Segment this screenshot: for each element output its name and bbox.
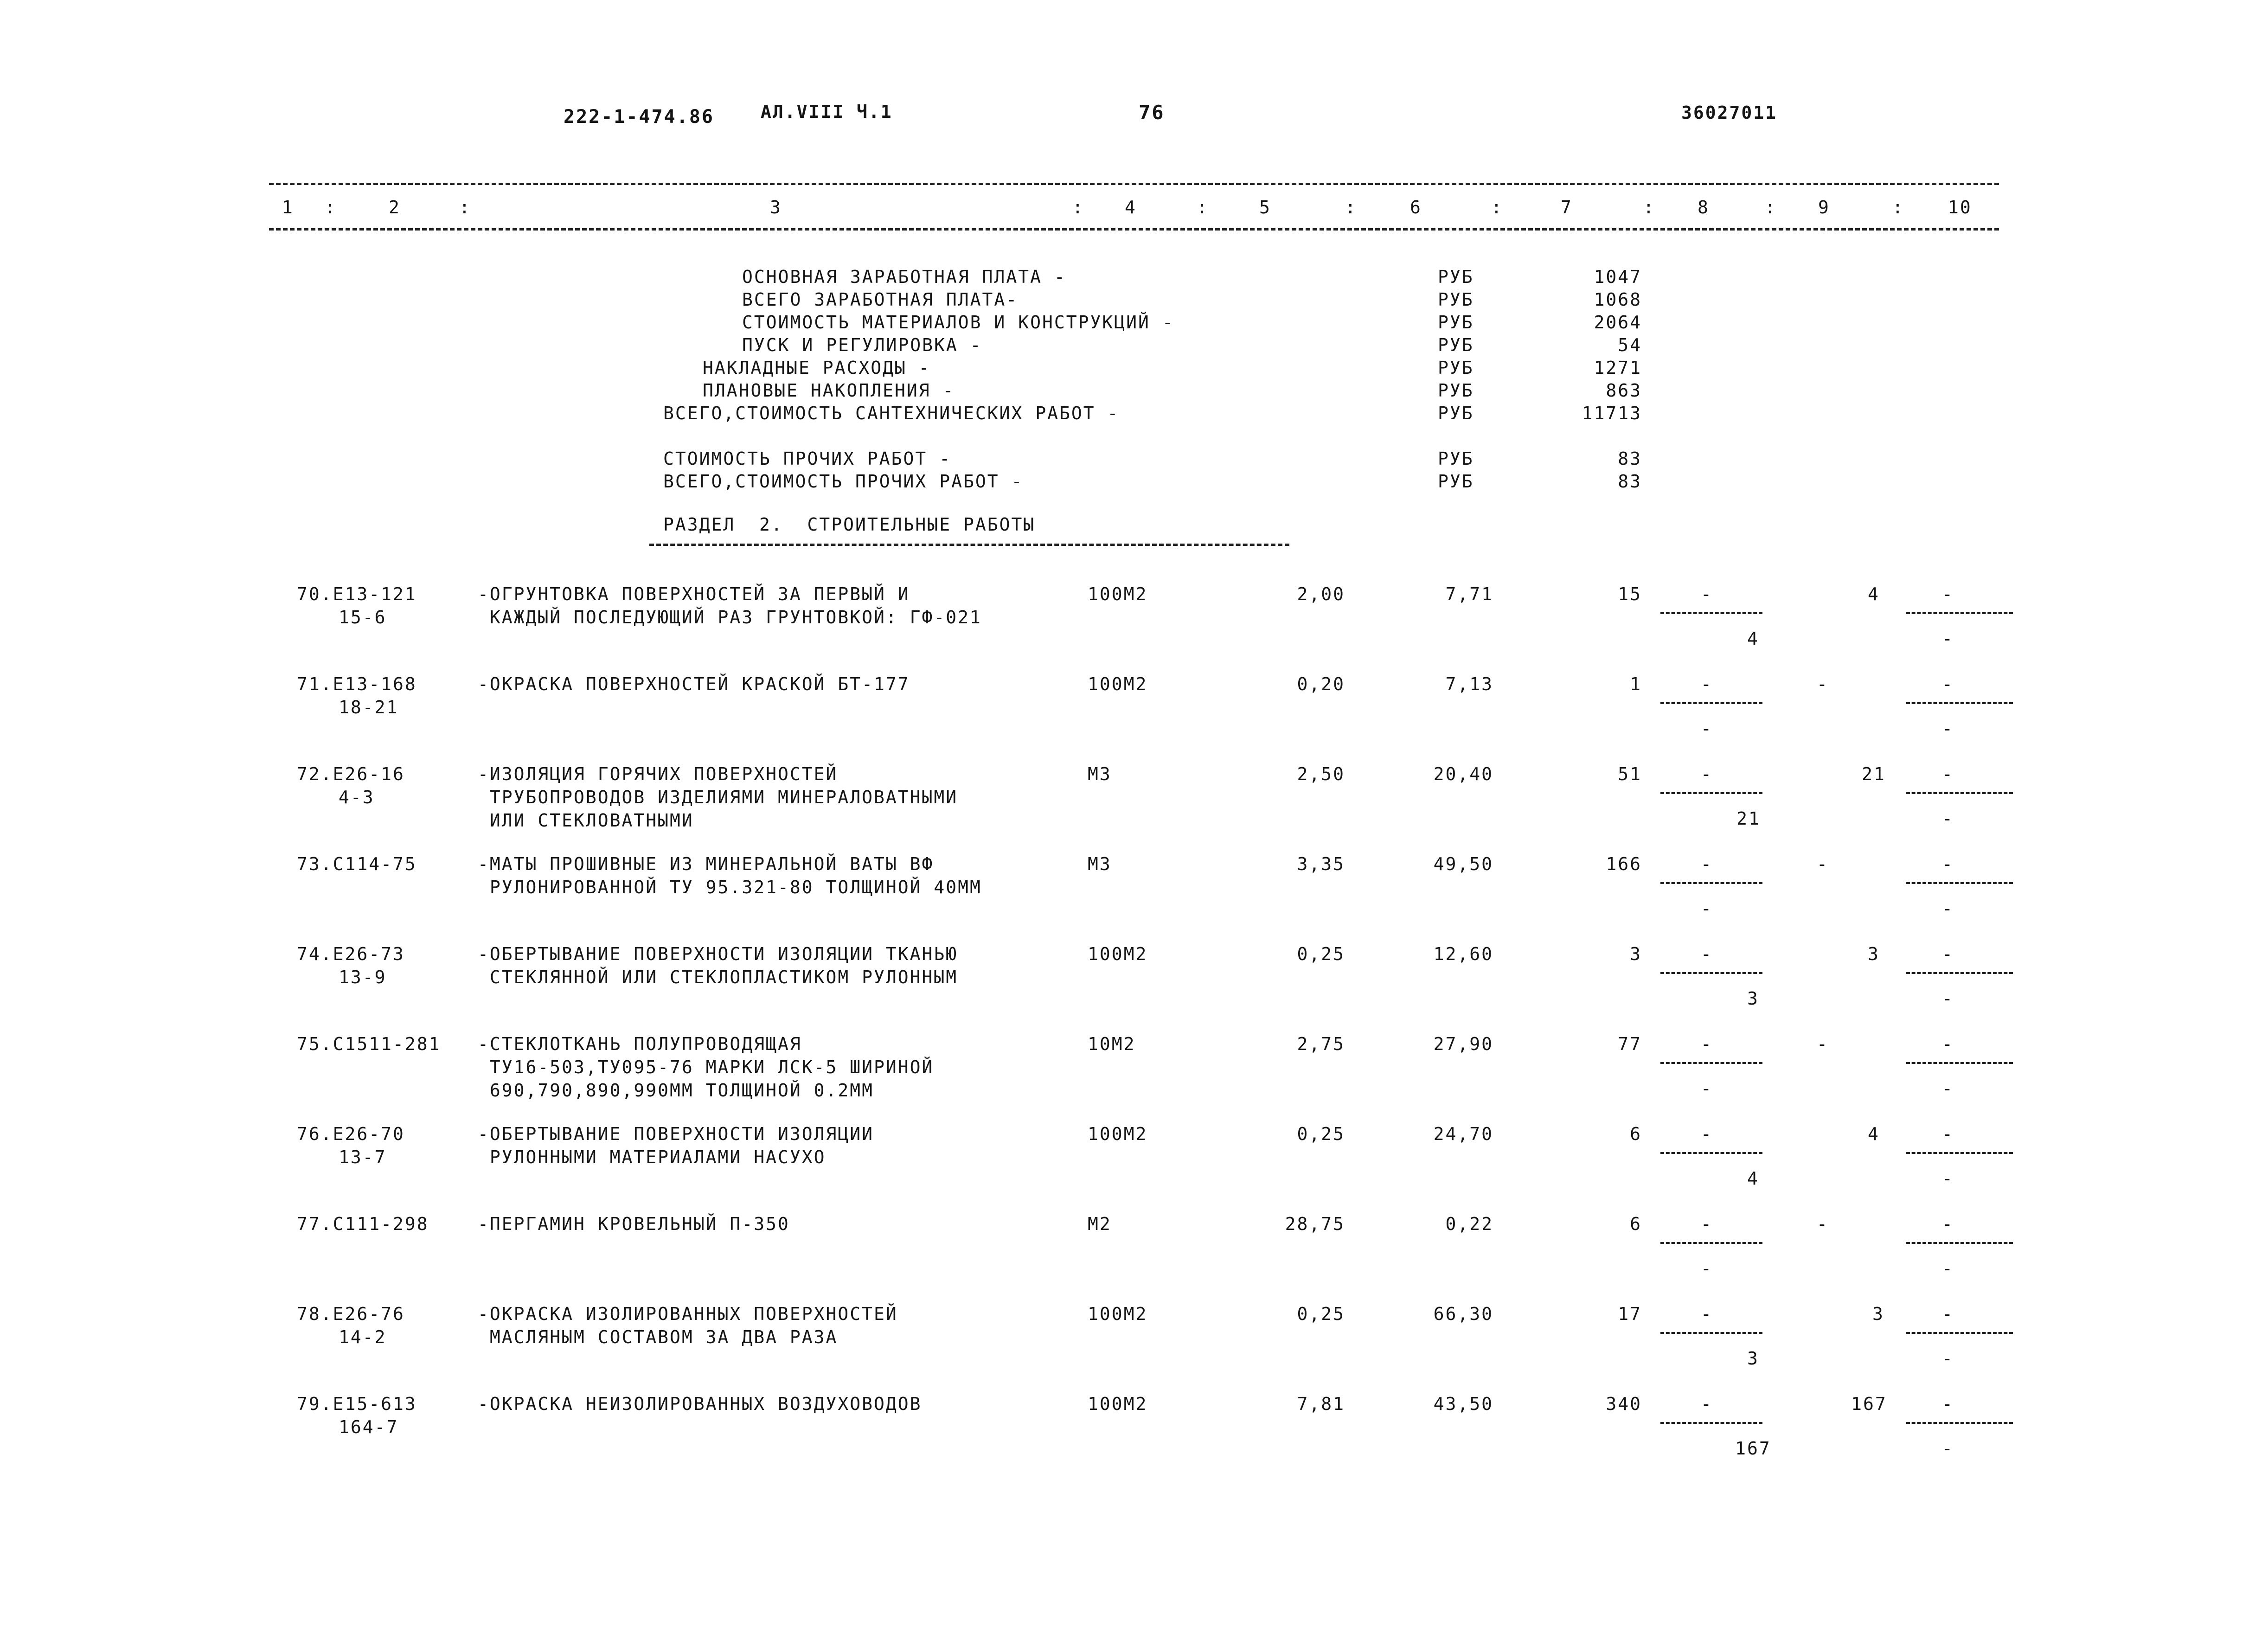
col10-top-value: - [1942, 1214, 1954, 1234]
item-code: 76.Е26-70 [297, 1124, 405, 1144]
item-description-line: 690,790,890,990ММ ТОЛЩИНОЙ 0.2ММ [478, 1080, 874, 1101]
col10-fraction-line [1906, 1152, 2013, 1154]
item-unit: 100М2 [1088, 944, 1148, 964]
summary-unit: РУБ [1438, 312, 1474, 333]
col9-value: - [1817, 854, 1829, 874]
item-unit: М3 [1088, 854, 1112, 874]
col9-value: 3 [1868, 944, 1880, 964]
col10-bottom-value: - [1942, 1348, 1954, 1369]
col8-bottom-value: - [1701, 898, 1713, 919]
summary-label: СТОИМОСТЬ ПРОЧИХ РАБОТ - [663, 448, 952, 469]
item-price: 24,70 [1433, 1124, 1493, 1144]
item-code: 75.С1511-281 [297, 1034, 441, 1054]
col10-fraction-line [1906, 882, 2013, 884]
col10-fraction-line [1906, 792, 2013, 794]
item-code: 73.С114-75 [297, 854, 417, 874]
item-description-line: -ОБЕРТЫВАНИЕ ПОВЕРХНОСТИ ИЗОЛЯЦИИ ТКАНЬЮ [478, 944, 958, 964]
summary-label: ПЛАНОВЫЕ НАКОПЛЕНИЯ - [703, 380, 955, 401]
item-quantity: 0,25 [1297, 1304, 1345, 1324]
col-sep: : [1197, 197, 1209, 218]
summary-value: 1271 [1594, 358, 1642, 378]
col8-top-value: - [1701, 854, 1713, 874]
item-description-line: -МАТЫ ПРОШИВНЫЕ ИЗ МИНЕРАЛЬНОЙ ВАТЫ ВФ [478, 854, 934, 874]
col-6-label: 6 [1410, 197, 1422, 218]
col10-top-value: - [1942, 944, 1954, 964]
item-description-line: ИЛИ СТЕКЛОВАТНЫМИ [478, 810, 694, 831]
item-description-line: МАСЛЯНЫМ СОСТАВОМ ЗА ДВА РАЗА [478, 1327, 838, 1347]
col10-fraction-line [1906, 1242, 2013, 1244]
item-unit: 100М2 [1088, 1394, 1148, 1414]
summary-unit: РУБ [1438, 267, 1474, 287]
item-price: 27,90 [1433, 1034, 1493, 1054]
item-total: 15 [1618, 584, 1642, 604]
col8-fraction-line [1660, 1062, 1762, 1064]
album-label: АЛ.VIII Ч.1 [761, 102, 893, 122]
item-total: 1 [1630, 674, 1642, 694]
col10-bottom-value: - [1942, 718, 1954, 739]
col8-bottom-value: 21 [1736, 808, 1761, 829]
summary-label: СТОИМОСТЬ МАТЕРИАЛОВ И КОНСТРУКЦИЙ - [742, 312, 1174, 333]
col8-bottom-value: - [1701, 1078, 1713, 1099]
item-subcode: 13-7 [339, 1147, 387, 1167]
col8-fraction-line [1660, 792, 1762, 794]
col8-bottom-value: 167 [1735, 1438, 1771, 1459]
col10-top-value: - [1942, 764, 1954, 784]
col10-bottom-value: - [1942, 1078, 1954, 1099]
col9-value: - [1817, 1214, 1829, 1234]
item-subcode: 18-21 [339, 697, 399, 717]
col9-value: 3 [1872, 1304, 1884, 1324]
item-unit: 100М2 [1088, 674, 1148, 694]
col-sep: : [325, 197, 337, 218]
item-description-line: -СТЕКЛОТКАНЬ ПОЛУПРОВОДЯЩАЯ [478, 1034, 802, 1054]
item-code: 77.С111-298 [297, 1214, 429, 1234]
col-10-label: 10 [1948, 197, 1972, 218]
col9-value: - [1817, 1034, 1829, 1054]
col8-bottom-value: 3 [1747, 988, 1759, 1009]
item-total: 6 [1630, 1124, 1642, 1144]
col8-fraction-line [1660, 882, 1762, 884]
col-8-label: 8 [1698, 197, 1710, 218]
item-price: 43,50 [1433, 1394, 1493, 1414]
col8-fraction-line [1660, 1332, 1762, 1334]
item-price: 66,30 [1433, 1304, 1493, 1324]
col8-fraction-line [1660, 1152, 1762, 1154]
item-description-line: РУЛОНИРОВАННОЙ ТУ 95.321-80 ТОЛЩИНОЙ 40ММ [478, 877, 982, 897]
col8-bottom-value: - [1701, 718, 1713, 739]
item-description-line: КАЖДЫЙ ПОСЛЕДУЮЩИЙ РАЗ ГРУНТОВКОЙ: ГФ-021 [478, 607, 982, 628]
col8-fraction-line [1660, 702, 1762, 704]
summary-label: ВСЕГО ЗАРАБОТНАЯ ПЛАТА- [742, 289, 1019, 310]
item-description-line: -ОГРУНТОВКА ПОВЕРХНОСТЕЙ ЗА ПЕРВЫЙ И [478, 584, 910, 604]
col8-fraction-line [1660, 972, 1762, 974]
col-sep: : [1892, 197, 1904, 218]
summary-value: 2064 [1594, 312, 1642, 333]
col10-top-value: - [1942, 584, 1954, 604]
col8-bottom-value: 3 [1747, 1348, 1759, 1369]
col-sep: : [1765, 197, 1777, 218]
item-code: 78.Е26-76 [297, 1304, 405, 1324]
summary-label: ВСЕГО,СТОИМОСТЬ САНТЕХНИЧЕСКИХ РАБОТ - [663, 403, 1120, 423]
col10-bottom-value: - [1942, 1258, 1954, 1279]
registration-number: 36027011 [1681, 102, 1778, 123]
col10-top-value: - [1942, 1304, 1954, 1324]
col-1-label: 1 [282, 197, 294, 218]
col-sep: : [1491, 197, 1503, 218]
item-unit: 100М2 [1088, 584, 1148, 604]
item-quantity: 3,35 [1297, 854, 1345, 874]
col9-value: 21 [1862, 764, 1886, 784]
col10-bottom-value: - [1942, 628, 1954, 649]
item-quantity: 2,75 [1297, 1034, 1345, 1054]
item-total: 6 [1630, 1214, 1642, 1234]
item-quantity: 0,25 [1297, 944, 1345, 964]
col8-fraction-line [1660, 612, 1762, 614]
col-2-label: 2 [389, 197, 401, 218]
col10-fraction-line [1906, 702, 2013, 704]
item-code: 70.Е13-121 [297, 584, 417, 604]
item-subcode: 164-7 [339, 1417, 399, 1437]
summary-label: ВСЕГО,СТОИМОСТЬ ПРОЧИХ РАБОТ - [663, 471, 1024, 492]
summary-value: 83 [1618, 448, 1642, 469]
col10-bottom-value: - [1942, 988, 1954, 1009]
col10-bottom-value: - [1942, 808, 1954, 829]
item-description-line: -ПЕРГАМИН КРОВЕЛЬНЫЙ П-350 [478, 1214, 790, 1234]
item-total: 17 [1618, 1304, 1642, 1324]
summary-label: ОСНОВНАЯ ЗАРАБОТНАЯ ПЛАТА - [742, 267, 1066, 287]
item-quantity: 0,25 [1297, 1124, 1345, 1144]
item-description-line: РУЛОННЫМИ МАТЕРИАЛАМИ НАСУХО [478, 1147, 826, 1167]
col9-value: 4 [1868, 584, 1880, 604]
col8-top-value: - [1701, 1214, 1713, 1234]
col8-top-value: - [1701, 1034, 1713, 1054]
doc-code: 222-1-474.86 [564, 106, 714, 128]
col8-top-value: - [1701, 1304, 1713, 1324]
item-price: 7,71 [1445, 584, 1493, 604]
item-quantity: 2,00 [1297, 584, 1345, 604]
col10-bottom-value: - [1942, 1168, 1954, 1189]
item-description-line: СТЕКЛЯННОЙ ИЛИ СТЕКЛОПЛАСТИКОМ РУЛОННЫМ [478, 967, 958, 987]
col9-value: - [1817, 674, 1829, 694]
col-sep: : [459, 197, 471, 218]
item-total: 166 [1606, 854, 1642, 874]
col10-bottom-value: - [1942, 1438, 1954, 1459]
col-3-label: 3 [770, 197, 782, 218]
item-code: 72.Е26-16 [297, 764, 405, 784]
col8-top-value: - [1701, 944, 1713, 964]
col10-top-value: - [1942, 674, 1954, 694]
col8-top-value: - [1701, 674, 1713, 694]
col8-fraction-line [1660, 1422, 1762, 1424]
item-code: 71.Е13-168 [297, 674, 417, 694]
summary-value: 863 [1606, 380, 1642, 401]
item-price: 20,40 [1433, 764, 1493, 784]
col-7-label: 7 [1561, 197, 1573, 218]
col10-fraction-line [1906, 1422, 2013, 1424]
item-total: 51 [1618, 764, 1642, 784]
item-total: 77 [1618, 1034, 1642, 1054]
col8-top-value: - [1701, 764, 1713, 784]
item-price: 0,22 [1445, 1214, 1493, 1234]
item-price: 12,60 [1433, 944, 1493, 964]
item-total: 3 [1630, 944, 1642, 964]
col10-fraction-line [1906, 1332, 2013, 1334]
item-quantity: 7,81 [1297, 1394, 1345, 1414]
item-unit: 100М2 [1088, 1124, 1148, 1144]
item-description-line: -ОБЕРТЫВАНИЕ ПОВЕРХНОСТИ ИЗОЛЯЦИИ [478, 1124, 874, 1144]
col-4-label: 4 [1125, 197, 1137, 218]
item-quantity: 28,75 [1285, 1214, 1345, 1234]
item-subcode: 15-6 [339, 607, 387, 628]
col8-fraction-line [1660, 1242, 1762, 1244]
col-sep: : [1345, 197, 1357, 218]
col8-bottom-value: 4 [1747, 1168, 1759, 1189]
summary-unit: РУБ [1438, 380, 1474, 401]
col10-fraction-line [1906, 1062, 2013, 1064]
summary-value: 1047 [1594, 267, 1642, 287]
item-code: 74.Е26-73 [297, 944, 405, 964]
summary-unit: РУБ [1438, 471, 1474, 492]
item-description-line: -ОКРАСКА ИЗОЛИРОВАННЫХ ПОВЕРХНОСТЕЙ [478, 1304, 898, 1324]
col-5-label: 5 [1259, 197, 1271, 218]
item-description-line: -ИЗОЛЯЦИЯ ГОРЯЧИХ ПОВЕРХНОСТЕЙ [478, 764, 838, 784]
section-title: РАЗДЕЛ 2. СТРОИТЕЛЬНЫЕ РАБОТЫ [663, 514, 1036, 535]
item-description-line: ТРУБОПРОВОДОВ ИЗДЕЛИЯМИ МИНЕРАЛОВАТНЫМИ [478, 787, 958, 807]
summary-unit: РУБ [1438, 448, 1474, 469]
summary-value: 83 [1618, 471, 1642, 492]
col10-top-value: - [1942, 854, 1954, 874]
summary-unit: РУБ [1438, 358, 1474, 378]
item-unit: М3 [1088, 764, 1112, 784]
item-code: 79.Е15-613 [297, 1394, 417, 1414]
item-unit: 10М2 [1088, 1034, 1136, 1054]
item-price: 49,50 [1433, 854, 1493, 874]
bottom-rule [269, 228, 1999, 231]
summary-value: 54 [1618, 335, 1642, 355]
col10-top-value: - [1942, 1394, 1954, 1414]
summary-unit: РУБ [1438, 335, 1474, 355]
item-total: 340 [1606, 1394, 1642, 1414]
col8-top-value: - [1701, 1394, 1713, 1414]
item-unit: М2 [1088, 1214, 1112, 1234]
summary-unit: РУБ [1438, 403, 1474, 423]
col8-bottom-value: - [1701, 1258, 1713, 1279]
section-title-underline [649, 544, 1289, 546]
top-rule [269, 183, 1999, 185]
col-sep: : [1643, 197, 1655, 218]
col10-fraction-line [1906, 612, 2013, 614]
col9-value: 167 [1851, 1394, 1887, 1414]
col8-top-value: - [1701, 1124, 1713, 1144]
col10-bottom-value: - [1942, 898, 1954, 919]
item-quantity: 2,50 [1297, 764, 1345, 784]
col10-top-value: - [1942, 1124, 1954, 1144]
col-9-label: 9 [1818, 197, 1830, 218]
item-subcode: 13-9 [339, 967, 387, 987]
page-number: 76 [1139, 101, 1165, 124]
item-description-line: ТУ16-503,ТУ095-76 МАРКИ ЛСК-5 ШИРИНОЙ [478, 1057, 934, 1077]
item-unit: 100М2 [1088, 1304, 1148, 1324]
col8-bottom-value: 4 [1747, 628, 1759, 649]
item-quantity: 0,20 [1297, 674, 1345, 694]
col9-value: 4 [1868, 1124, 1880, 1144]
item-description-line: -ОКРАСКА НЕИЗОЛИРОВАННЫХ ВОЗДУХОВОДОВ [478, 1394, 922, 1414]
col10-fraction-line [1906, 972, 2013, 974]
summary-value: 1068 [1594, 289, 1642, 310]
summary-unit: РУБ [1438, 289, 1474, 310]
col8-top-value: - [1701, 584, 1713, 604]
item-description-line: -ОКРАСКА ПОВЕРХНОСТЕЙ КРАСКОЙ БТ-177 [478, 674, 910, 694]
item-price: 7,13 [1445, 674, 1493, 694]
item-subcode: 4-3 [339, 787, 375, 807]
summary-label: НАКЛАДНЫЕ РАСХОДЫ - [703, 358, 931, 378]
summary-value: 11713 [1582, 403, 1642, 423]
summary-label: ПУСК И РЕГУЛИРОВКА - [742, 335, 982, 355]
col10-top-value: - [1942, 1034, 1954, 1054]
col-sep: : [1072, 197, 1084, 218]
item-subcode: 14-2 [339, 1327, 387, 1347]
